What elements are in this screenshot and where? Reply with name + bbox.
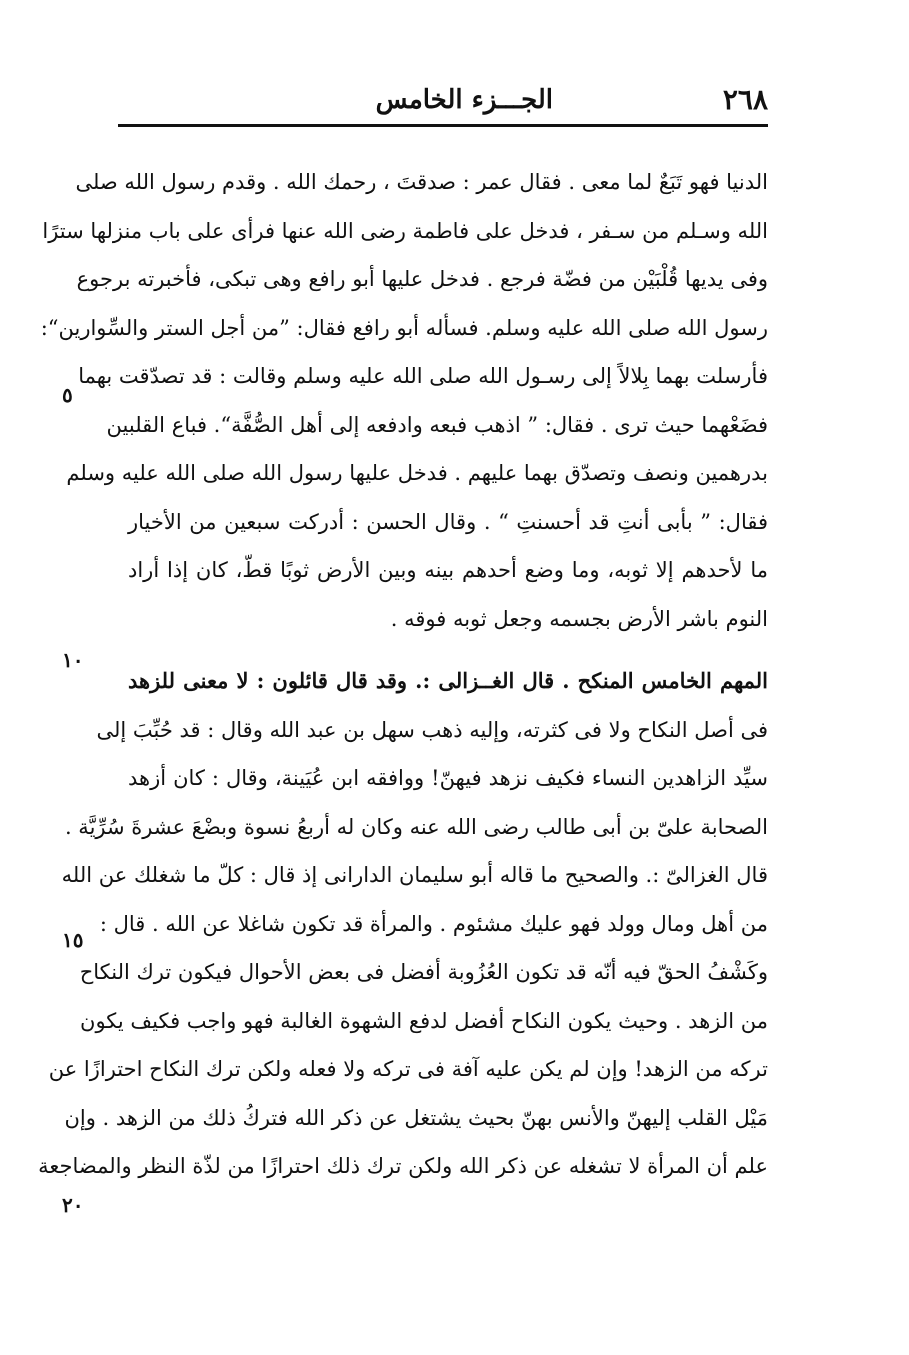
- paragraph-1: [40, 158, 768, 643]
- line-number-15: ١٥: [62, 928, 84, 952]
- text-line: النوم باشر الأرض بجسمه وجعل ثوبه فوقه .: [390, 606, 768, 631]
- text-line: سيِّد الزاهدين النساء فكيف نزهد فيهنّ! ووافقه ابن عُيَينة، وقال : كان أزهد: [128, 766, 768, 790]
- page-header: [118, 80, 768, 124]
- text-line: وكَشْفُ الحقّ فيه أنّه قد تكون العُزُوبة أفضل فى بعض الأحوال فيكون ترك النكاح: [79, 960, 768, 984]
- text-line: تركه من الزهد! وإن لم يكن عليه آفة فى تركه ولا فعله ولكن ترك النكاح احترازًا عن: [48, 1057, 768, 1081]
- text-line: الله وسـلم من سـفر ، فدخل على فاطمة رضى الله عنها فرأى على باب منزلها سترًا: [42, 218, 768, 243]
- text-line: فضَعْهما حيث ترى . فقال: ” اذهب فبعه وادفعه إلى أهل الصُّفَّة“. فباع القلبين: [106, 412, 768, 437]
- text-line: فأرسلت بهما بِلالاً إلى رسـول الله صلى الله عليه وسلم وقالت : قد تصدّقت بهما: [78, 364, 768, 388]
- paragraph-gap: [128, 643, 768, 657]
- text-line: ما لأحدهم إلا ثوبه، وما وضع أحدهم بينه وبين الأرض ثوبًا قطّ، كان إذا أراد: [128, 558, 768, 582]
- line-number-20: ٢٠: [62, 1193, 84, 1217]
- text-line: بدرهمين ونصف وتصدّق بهما عليهم . فدخل عليها رسول الله صلى الله عليه وسلم: [66, 461, 768, 485]
- text-line: قال الغزالىّ :. والصحيح ما قاله أبو سليمان الدارانى إذ قال : كلّ ما شغلك عن الله: [61, 863, 768, 887]
- section-heading-line: المهم الخامس المنكح . قال الغــزالى :. وقد قال قائلون : لا معنى للزهد: [128, 668, 768, 693]
- text-line: فى أصل النكاح ولا فى كثرته، وإليه ذهب سهل بن عبد الله وقال : قد حُبِّبَ إلى: [96, 717, 768, 742]
- text-line: رسول الله صلى الله عليه وسلم. فسأله أبو رافع فقال: ”من أجل الستر والسِّوارين“:: [40, 315, 768, 340]
- text-line: الدنيا فهو تَبَعٌ لما معى . فقال عمر : صدقتَ ، رحمك الله . وقدم رسول الله صلى: [75, 170, 768, 194]
- text-line: علم أن المرأة لا تشغله عن ذكر الله ولكن ترك ذلك احترازًا من لذّة النظر والمضاجعة: [38, 1154, 768, 1178]
- text-line: فقال: ” بأبى أنتِ قد أحسنتِ “ . وقال الحسن : أدركت سبعين من الأخيار: [128, 509, 768, 534]
- line-number-10: ١٠: [62, 648, 84, 672]
- text-line: من الزهد . وحيث يكون النكاح أفضل لدفع الشهوة الغالبة فهو واجب فكيف يكون: [80, 1008, 768, 1033]
- text-line: من أهل ومال وولد فهو عليك مشئوم . والمرأة قد تكون شاغلا عن الله . قال :: [99, 911, 768, 936]
- text-line: وفى يديها قُلْبَيْن من فضّة فرجع . فدخل عليها أبو رافع وهى تبكى، فأخبرته برجوع: [76, 267, 768, 291]
- line-number-5: ٥: [62, 383, 73, 407]
- header-rule: [118, 124, 768, 127]
- running-title: الجـــزء الخامس: [375, 85, 553, 115]
- page-number: ٢٦٨: [722, 83, 768, 116]
- text-line: مَيْل القلب إليهنّ والأنس بهنّ بحيث يشتغل عن ذكر الله فتركُ ذلك من الزهد . وإن: [64, 1105, 768, 1130]
- text-line: الصحابة علىّ بن أبى طالب رضى الله عنه وكان له أربعُ نسوة وبضْعَ عشرةَ سُرِّيَّة .: [64, 814, 768, 839]
